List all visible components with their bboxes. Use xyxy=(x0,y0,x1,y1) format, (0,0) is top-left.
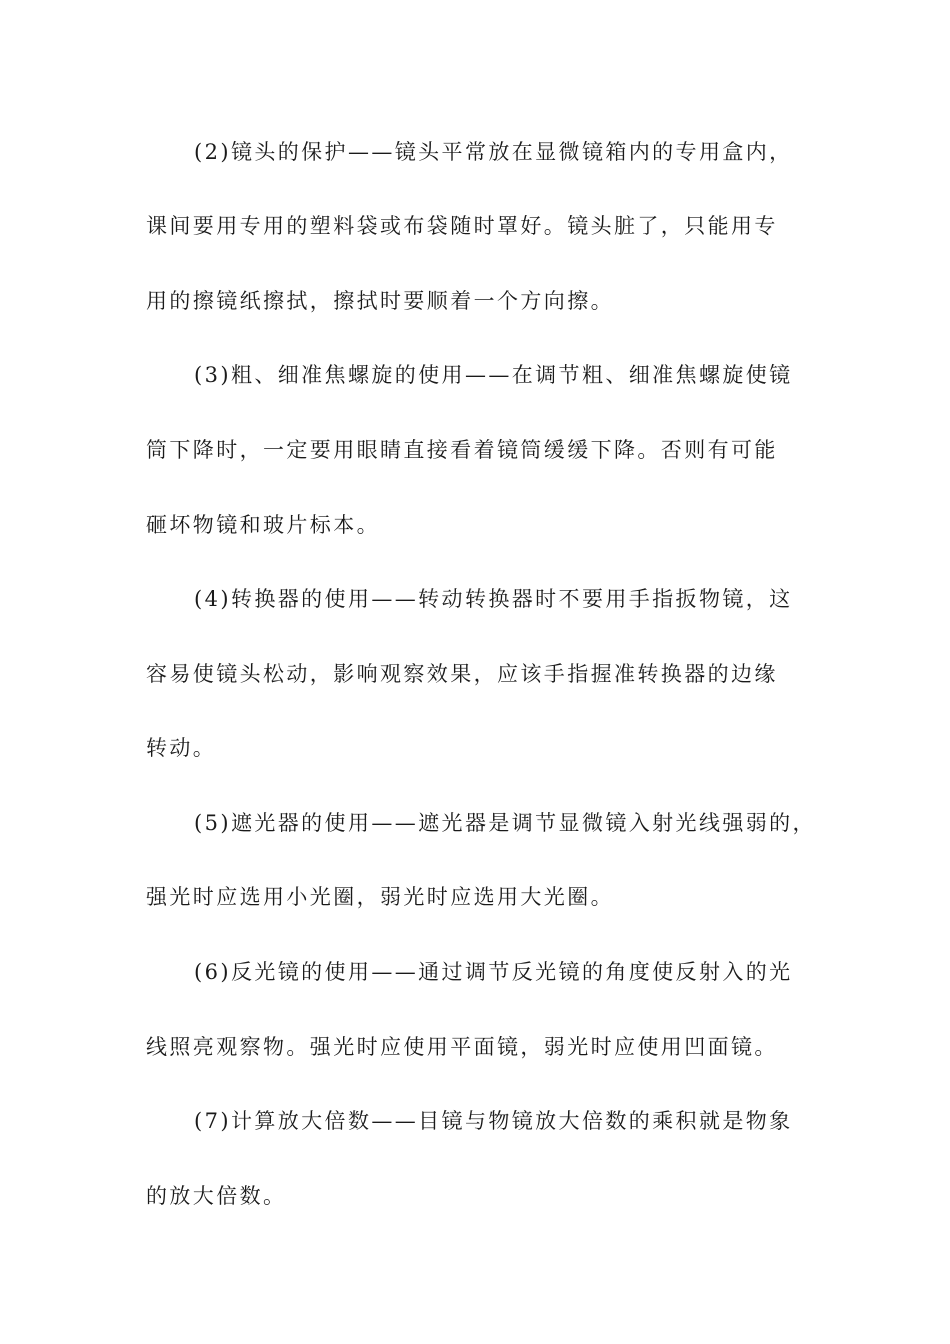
paragraph-4-line-3: 转动。 xyxy=(146,736,217,760)
paragraph-3-line-1: (3)粗、细准焦螺旋的使用——在调节粗、细准焦螺旋使镜 xyxy=(194,363,793,387)
paragraph-4-line-2: 容易使镜头松动，影响观察效果，应该手指握准转换器的边缘 xyxy=(146,662,778,686)
paragraph-3-line-2: 筒下降时，一定要用眼睛直接看着镜筒缓缓下降。否则有可能 xyxy=(146,438,778,462)
paragraph-6-line-2: 线照亮观察物。强光时应使用平面镜，弱光时应使用凹面镜。 xyxy=(146,1035,778,1059)
paragraph-7-line-2: 的放大倍数。 xyxy=(146,1184,287,1208)
paragraph-3-line-3: 砸坏物镜和玻片标本。 xyxy=(146,513,380,537)
paragraph-4-line-1: (4)转换器的使用——转动转换器时不要用手指扳物镜，这 xyxy=(194,587,793,611)
paragraph-2-line-3: 用的擦镜纸擦拭，擦拭时要顺着一个方向擦。 xyxy=(146,289,614,313)
paragraph-6-line-1: (6)反光镜的使用——通过调节反光镜的角度使反射入的光 xyxy=(194,960,793,984)
paragraph-5-line-1: (5)遮光器的使用——遮光器是调节显微镜入射光线强弱的， xyxy=(194,811,816,835)
paragraph-7-line-1: (7)计算放大倍数——目镜与物镜放大倍数的乘积就是物象 xyxy=(194,1109,793,1133)
paragraph-2-line-2: 课间要用专用的塑料袋或布袋随时罩好。镜头脏了，只能用专 xyxy=(146,214,778,238)
paragraph-2-line-1: (2)镜头的保护——镜头平常放在显微镜箱内的专用盒内， xyxy=(194,140,793,164)
paragraph-5-line-2: 强光时应选用小光圈，弱光时应选用大光圈。 xyxy=(146,885,614,909)
